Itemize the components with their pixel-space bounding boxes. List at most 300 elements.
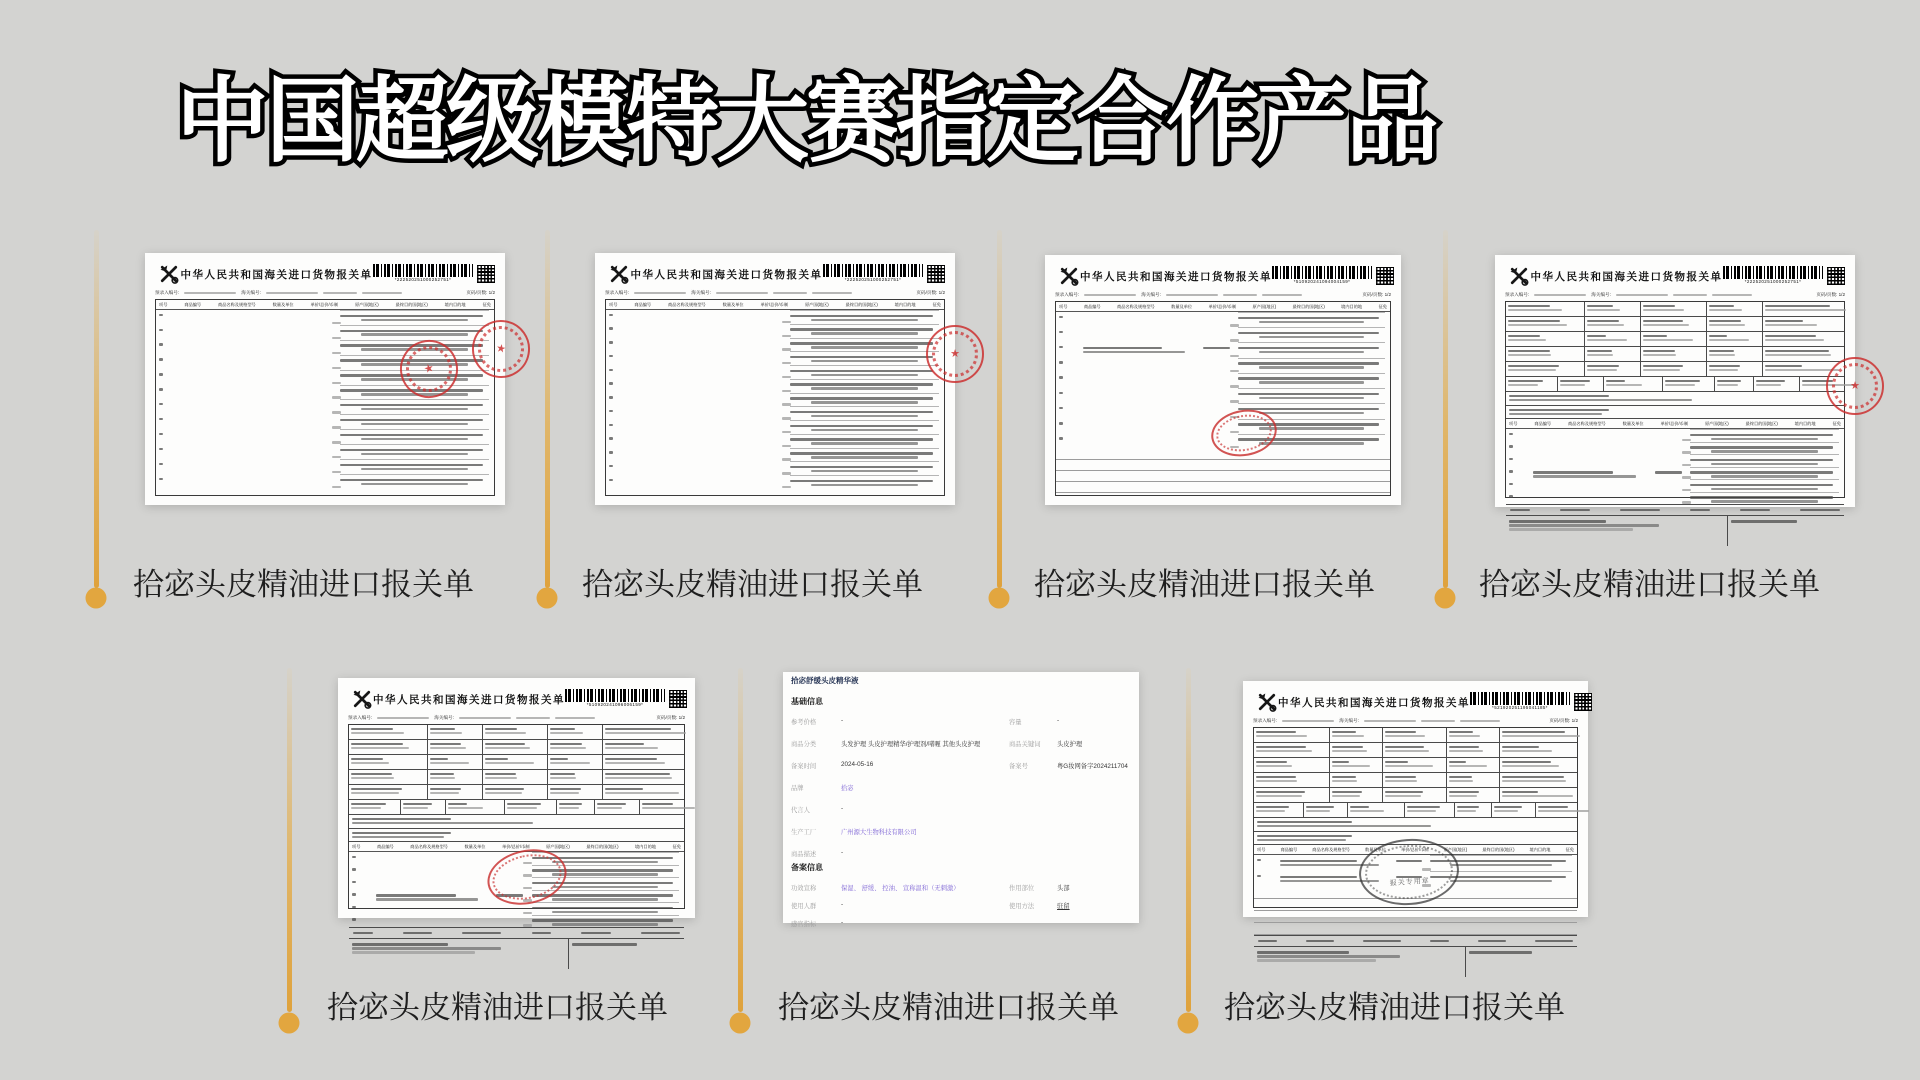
fine-print-bar — [1259, 412, 1365, 414]
fine-print-bar — [1449, 776, 1473, 778]
fine-print-bar — [1765, 365, 1803, 367]
fine-print-bar — [1363, 940, 1401, 942]
page-number-label: 页码/页数: 1/2 — [1549, 718, 1578, 723]
form-grid-cell — [349, 755, 428, 769]
document-header — [605, 260, 945, 288]
declarant-cell — [1506, 516, 1728, 546]
fine-print-bar — [559, 807, 579, 809]
declarant-cell — [349, 939, 569, 969]
table-header-row — [156, 300, 494, 310]
table-column-header: 境内目的地 — [635, 843, 656, 849]
field-label: 使用人群 — [791, 903, 817, 910]
table-column-header: 数量及单位 — [464, 843, 486, 849]
fine-print-bar — [811, 319, 918, 321]
fine-print-bar — [1533, 475, 1636, 477]
customs-emblem-icon — [608, 262, 630, 286]
fine-print-bar — [532, 919, 673, 921]
table-column-header: 单价/总价/币制 — [1208, 303, 1237, 309]
fine-print-bar — [1457, 810, 1476, 812]
form-grid-cell — [603, 740, 708, 754]
fine-print-bar — [552, 886, 658, 888]
fine-print-bar — [1259, 366, 1365, 368]
form-grid-cell — [1585, 302, 1641, 316]
poster-title: 中国超级模特大赛指定合作产品 — [176, 69, 1436, 173]
table-column-header: 数量及单位 — [272, 301, 294, 307]
declaration-row — [156, 310, 494, 325]
fine-print-bar — [1457, 806, 1480, 808]
fine-print-bar — [1509, 520, 1606, 522]
fine-print-bar — [485, 747, 530, 749]
fine-print-bar — [462, 932, 501, 934]
declaration-row — [1056, 327, 1390, 342]
fine-print-bar — [1587, 365, 1618, 367]
fine-print-bar — [430, 747, 466, 749]
qr-code-icon — [669, 690, 687, 708]
fine-print-bar — [1262, 294, 1302, 296]
fine-print-bar — [811, 484, 918, 486]
timeline-dot — [989, 588, 1010, 609]
fine-print-bar — [1450, 880, 1552, 882]
fine-print-bar — [1257, 839, 1346, 841]
fine-print-bar — [430, 732, 463, 734]
empty-ruled-line — [1254, 911, 1577, 923]
fine-print-bar — [790, 328, 933, 330]
barcode-number: *222520251000252751* — [844, 277, 902, 283]
table-column-header: 商品名称及规格型号 — [668, 301, 706, 307]
pre-entry-label: 预录入编号: — [348, 715, 373, 720]
form-grid-cell — [548, 755, 603, 769]
fine-print-bar — [1509, 445, 1513, 447]
fine-print-bar — [1059, 316, 1063, 318]
fine-print-bar — [811, 415, 918, 417]
declaration-row — [606, 351, 944, 365]
fine-print-bar — [1756, 384, 1781, 386]
fine-print-bar — [430, 792, 459, 794]
fine-print-bar — [1083, 347, 1162, 349]
fine-print-bar — [323, 292, 357, 294]
form-grid-cell — [1500, 758, 1601, 772]
fine-print-bar — [430, 773, 455, 775]
timeline-dot — [537, 588, 558, 609]
fine-print-bar — [1509, 413, 1602, 415]
declaration-1 — [145, 253, 505, 505]
table-column-header: 最终目的国(地区) — [1292, 303, 1325, 309]
goods-info-cluster — [1238, 312, 1385, 325]
fine-print-bar — [1332, 761, 1349, 763]
fine-print-bar — [642, 803, 673, 805]
fine-print-bar — [1765, 324, 1818, 326]
fine-print-bar — [790, 370, 933, 372]
document-title: 中华人民共和国海关进口货物报关单 — [1278, 696, 1470, 709]
goods-info-cluster — [340, 459, 489, 472]
fine-print-bar — [1508, 339, 1546, 341]
fine-print-bar — [1643, 305, 1675, 307]
fine-print-bar — [1673, 294, 1707, 296]
goods-info-cluster — [790, 338, 939, 351]
table-column-header: 原产国(地区) — [354, 301, 379, 307]
fine-print-bar — [1712, 294, 1752, 296]
fine-print-bar — [1449, 731, 1473, 733]
table-column-header: 最终目的国(地区) — [395, 301, 428, 307]
empty-ruled-line — [1056, 460, 1390, 471]
pre-entry-label: 预录入编号: — [155, 290, 180, 295]
fine-print-bar — [1059, 376, 1063, 378]
document-header — [155, 260, 495, 288]
fine-print-bar — [340, 479, 483, 481]
form-grid-cell — [1330, 788, 1383, 802]
fine-print-bar — [1502, 761, 1551, 763]
fine-print-bar — [1256, 765, 1292, 767]
table-column-header: 境内目的地 — [1794, 420, 1816, 426]
form-grid-cell — [1500, 728, 1601, 742]
form-grid-cell — [1500, 743, 1601, 757]
fine-print-bar — [1256, 791, 1305, 793]
fine-print-bar — [1257, 825, 1431, 827]
fine-print-bar — [597, 807, 622, 809]
field-value: - — [1057, 717, 1060, 724]
form-grid-cell — [603, 785, 708, 799]
declaration-row — [1056, 358, 1390, 373]
fine-print-bar — [377, 717, 429, 719]
fine-print-bar — [159, 463, 163, 465]
fine-print-bar — [352, 868, 356, 870]
timeline-dot — [730, 1013, 751, 1034]
fine-print-bar — [609, 355, 613, 357]
table-column-header: 数量及单位 — [722, 301, 744, 307]
fine-print-bar — [1587, 354, 1613, 356]
fine-print-bar — [1711, 475, 1818, 477]
fine-print-bar — [430, 777, 456, 779]
form-grid-cell — [603, 770, 708, 784]
fine-print-bar — [1385, 780, 1416, 782]
goods-info-cluster — [790, 475, 939, 488]
fine-print-bar — [1711, 488, 1818, 490]
fine-print-bar — [1509, 433, 1513, 435]
fine-print-bar — [811, 374, 918, 376]
fine-print-bar — [1332, 780, 1357, 782]
field-value: 2024-05-16 — [841, 761, 874, 768]
form-banner-row — [349, 829, 684, 843]
fine-print-bar — [351, 747, 409, 749]
fine-print-bar — [361, 333, 468, 335]
document-caption: 拾宓头皮精油进口报关单 — [1034, 567, 1375, 602]
fine-print-bar — [340, 419, 483, 421]
fine-print-bar — [1502, 795, 1573, 797]
field-label: 商品描述 — [791, 851, 817, 858]
declaration-2 — [595, 253, 955, 505]
fine-print-bar — [605, 732, 685, 734]
declaration-row — [156, 399, 494, 414]
fine-print-bar — [376, 898, 479, 900]
fine-print-bar — [361, 408, 468, 410]
form-grid-cell — [1763, 302, 1868, 316]
form-grid-row — [1254, 728, 1577, 743]
fine-print-bar — [1690, 509, 1710, 511]
fine-print-bar — [1740, 509, 1770, 511]
document-caption: 拾宓头皮精油进口报关单 — [778, 990, 1119, 1025]
fine-print-bar — [550, 788, 581, 790]
signature-section — [349, 938, 684, 969]
table-column-header: 项号 — [1257, 846, 1266, 852]
document-caption: 拾宓头皮精油进口报关单 — [1479, 567, 1820, 602]
form-grid-cell — [1330, 743, 1383, 757]
fine-print-bar — [609, 341, 613, 343]
form-grid-cell — [428, 725, 483, 739]
declaration-row — [1056, 373, 1390, 388]
form-grid-row — [349, 755, 684, 770]
fine-print-bar — [1282, 720, 1334, 722]
fine-print-bar — [605, 773, 669, 775]
field-label: 生产工厂 — [791, 829, 817, 836]
fine-print-bar — [1711, 463, 1818, 465]
table-column-header: 征免 — [1378, 303, 1387, 309]
table-header-row — [1056, 302, 1390, 312]
form-banner-row — [1254, 818, 1577, 832]
fine-print-bar — [507, 803, 542, 805]
form-grid-cell — [428, 785, 483, 799]
fine-print-bar — [1587, 369, 1616, 371]
fine-print-bar — [790, 383, 933, 385]
fine-print-bar — [1502, 750, 1552, 752]
fine-print-bar — [782, 486, 791, 488]
form-grid-cell — [1763, 317, 1868, 331]
field-value: 头发护理 头皮护理精华/护理剂/啫喱 其他头皮护理 — [841, 741, 981, 748]
form-grid-cell — [1447, 758, 1500, 772]
fine-print-bar — [1643, 309, 1684, 311]
form-grid-cell — [1254, 803, 1304, 817]
declaration-row — [606, 365, 944, 379]
declaration-row — [349, 915, 684, 928]
form-grid-cell — [1455, 803, 1492, 817]
section-heading: 基础信息 — [791, 697, 823, 706]
goods-info-cluster — [1690, 479, 1839, 492]
goods-info-cluster — [790, 434, 939, 447]
form-grid-cell — [1641, 332, 1707, 346]
declaration-row — [606, 461, 944, 475]
item-description — [376, 893, 490, 903]
barcode-number: *510920241096006159* — [586, 702, 644, 708]
fine-print-bar — [716, 292, 768, 294]
timeline-dot — [279, 1013, 300, 1034]
fine-print-bar — [790, 438, 933, 440]
fine-print-bar — [1469, 951, 1532, 953]
barcode-stripes-icon — [823, 264, 923, 277]
form-grid-cell — [1447, 728, 1500, 742]
document-subheader — [605, 289, 945, 297]
form-grid-row — [349, 785, 684, 800]
item-description — [1533, 470, 1648, 480]
fine-print-bar — [1407, 810, 1436, 812]
fine-print-bar — [1059, 392, 1063, 394]
customs-no-label: 海关编号: — [1339, 718, 1359, 723]
fine-print-bar — [1508, 335, 1540, 337]
fine-print-bar — [1257, 875, 1261, 877]
fine-print-bar — [1616, 294, 1668, 296]
fine-print-bar — [1385, 750, 1429, 752]
declaration-row — [1056, 388, 1390, 403]
goods-info-cluster — [1690, 492, 1839, 505]
form-grid-row — [1254, 743, 1577, 758]
fine-print-bar — [1449, 746, 1480, 748]
fine-print-bar — [352, 893, 356, 895]
document-title: 中华人民共和国海关进口货物报关单 — [373, 693, 565, 706]
fine-print-bar — [1259, 336, 1365, 338]
fine-print-bar — [1690, 496, 1833, 498]
fine-print-bar — [1711, 450, 1818, 452]
fine-print-bar — [811, 470, 918, 472]
field-value: 驻留 — [1057, 903, 1070, 910]
fine-print-bar — [609, 479, 613, 481]
fine-print-bar — [1709, 309, 1742, 311]
table-column-header: 商品编号 — [1534, 420, 1552, 426]
form-banner-row — [1506, 406, 1844, 420]
fine-print-bar — [159, 329, 163, 331]
goods-info-cluster — [1238, 342, 1385, 355]
fine-print-bar — [351, 777, 394, 779]
customs-no-label: 海关编号: — [1141, 292, 1161, 297]
form-grid-cell — [1330, 758, 1383, 772]
fine-print-bar — [773, 292, 807, 294]
goods-info-cluster — [790, 310, 939, 323]
customs-emblem-icon — [1058, 264, 1080, 288]
fine-print-bar — [1756, 380, 1785, 382]
fine-print-bar — [1256, 806, 1289, 808]
fine-print-bar — [351, 732, 404, 734]
goods-info-cluster — [1238, 358, 1385, 371]
fine-print-bar — [811, 346, 918, 348]
field-value: - — [841, 849, 844, 856]
fine-print-bar — [1508, 309, 1562, 311]
fine-print-bar — [1620, 509, 1660, 511]
barcode — [823, 264, 923, 283]
fine-print-bar — [550, 743, 582, 745]
table-column-header: 原产国(地区) — [1443, 846, 1468, 852]
fine-print-bar — [1690, 434, 1833, 436]
fine-print-bar — [609, 451, 613, 453]
pre-entry-label: 预录入编号: — [1055, 292, 1080, 297]
fine-print-bar — [550, 747, 586, 749]
fine-print-bar — [1385, 735, 1425, 737]
form-grid-cell — [349, 725, 428, 739]
document-subheader — [1055, 291, 1391, 299]
fine-print-bar — [1709, 324, 1745, 326]
page-number-label: 页码/页数: 1/2 — [1362, 292, 1391, 297]
qr-code-icon — [1574, 693, 1592, 711]
fine-print-bar — [1509, 395, 1609, 397]
fine-print-bar — [1494, 806, 1522, 808]
fine-print-bar — [1510, 509, 1530, 511]
fine-print-bar — [1306, 940, 1334, 942]
fine-print-bar — [1238, 347, 1379, 349]
form-grid-cell — [1500, 788, 1601, 802]
fine-print-bar — [1238, 317, 1379, 319]
fine-print-bar — [1059, 361, 1063, 363]
fine-print-bar — [448, 807, 483, 809]
fine-print-bar — [550, 773, 575, 775]
field-label: 商品关键词 — [1009, 741, 1041, 748]
fine-print-bar — [1509, 399, 1692, 401]
table-column-header: 最终目的国(地区) — [586, 843, 619, 849]
fine-print-bar — [790, 452, 933, 454]
fine-print-bar — [1587, 309, 1620, 311]
form-grid-row — [1506, 332, 1844, 347]
fine-print-bar — [1059, 437, 1063, 439]
fine-print-bar — [1259, 397, 1365, 399]
fine-print-bar — [159, 343, 163, 345]
form-grid-cell — [1506, 332, 1585, 346]
fine-print-bar — [1508, 365, 1559, 367]
fine-print-bar — [1430, 940, 1449, 942]
fine-print-bar — [1502, 746, 1539, 748]
declaration-row — [156, 474, 494, 489]
field-value: 头部 — [1057, 885, 1070, 892]
fine-print-bar — [361, 483, 468, 485]
fine-print-bar — [352, 836, 444, 838]
fine-print-bar — [351, 743, 403, 745]
table-column-header: 征免 — [482, 301, 491, 307]
empty-ruled-line — [1056, 482, 1390, 493]
fine-print-bar — [1587, 339, 1627, 341]
fine-print-bar — [609, 396, 613, 398]
fine-print-bar — [361, 468, 468, 470]
fine-print-bar — [1709, 369, 1738, 371]
field-label: 容量 — [1009, 719, 1022, 726]
fine-print-bar — [811, 456, 918, 458]
customs-no-label: 海关编号: — [1591, 292, 1611, 297]
form-grid-cell — [1506, 347, 1585, 361]
form-grid-cell — [1506, 302, 1585, 316]
fine-print-bar — [1502, 765, 1559, 767]
fine-print-bar — [1765, 320, 1804, 322]
field-value: - — [841, 919, 844, 926]
fine-print-bar — [1084, 294, 1136, 296]
customs-no-label: 海关编号: — [241, 290, 261, 295]
fine-print-bar — [1259, 381, 1365, 383]
fine-print-bar — [159, 358, 163, 360]
form-grid-cell — [1506, 377, 1558, 391]
form-grid-cell — [1254, 758, 1330, 772]
fine-print-bar — [1709, 305, 1734, 307]
document-subheader — [1253, 717, 1578, 725]
fine-print-bar — [1709, 354, 1735, 356]
fine-print-bar — [609, 410, 613, 412]
form-grid-cell — [1641, 347, 1707, 361]
field-value: 拾宓 — [841, 785, 854, 792]
form-grid-row — [349, 770, 684, 785]
fine-print-bar — [1534, 294, 1586, 296]
field-value: 头皮护理 — [1057, 741, 1083, 748]
fine-print-bar — [790, 397, 933, 399]
table-column-header: 原产国(地区) — [804, 301, 829, 307]
declaration-row — [1506, 492, 1844, 505]
table-column-header: 境内目的地 — [1529, 846, 1551, 852]
form-grid-cell — [483, 740, 548, 754]
fine-print-bar — [351, 803, 386, 805]
fine-print-bar — [1350, 810, 1384, 812]
document-title: 中华人民共和国海关进口货物报关单 — [1530, 270, 1723, 283]
fine-print-bar — [1765, 335, 1817, 337]
fine-print-bar — [1509, 524, 1659, 526]
form-grid-cell — [603, 755, 708, 769]
table-column-header: 境内目的地 — [1341, 303, 1363, 309]
qr-code-icon — [1376, 267, 1394, 285]
fine-print-bar — [605, 728, 670, 730]
fine-print-bar — [552, 873, 658, 875]
barcode-number: *222520251000252751* — [394, 277, 452, 283]
fine-print-bar — [1478, 940, 1506, 942]
fine-print-bar — [1690, 471, 1833, 473]
fine-print-bar — [1407, 806, 1440, 808]
